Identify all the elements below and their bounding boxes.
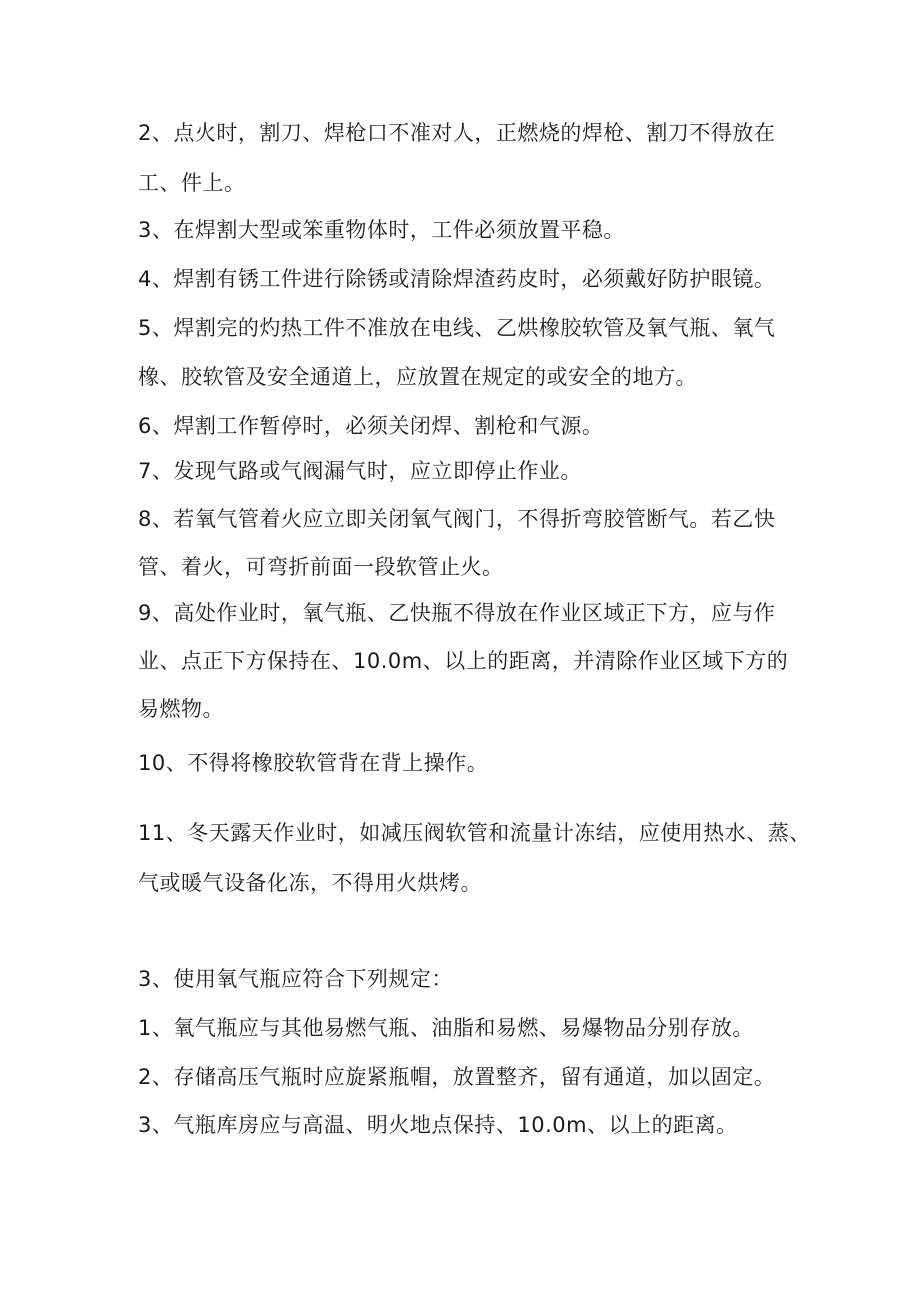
rule-2-line-2: 工、件上。 xyxy=(138,171,246,195)
section-oxygen-cylinder-heading: 3、使用氧气瓶应符合下列规定： xyxy=(138,967,453,991)
rule-5-line-1: 5、焊割完的灼热工件不准放在电线、乙烘橡胶软管及氧气瓶、氧气 xyxy=(138,316,776,340)
rule-5-line-2: 橡、胶软管及安全通道上，应放置在规定的或安全的地方。 xyxy=(138,365,697,389)
rule-8-line-1: 8、若氧气管着火应立即关闭氧气阀门，不得折弯胶管断气。若乙快 xyxy=(138,507,776,531)
oxygen-rule-3: 3、气瓶库房应与高温、明火地点保持、10.0m、以上的距离。 xyxy=(138,1113,738,1137)
oxygen-rule-2: 2、存储高压气瓶时应旋紧瓶帽，放置整齐，留有通道，加以固定。 xyxy=(138,1065,776,1089)
rule-6: 6、焊割工作暂停时，必须关闭焊、割枪和气源。 xyxy=(138,414,604,438)
rule-4: 4、焊割有锈工件进行除锈或清除焊渣药皮时，必须戴好防护眼镜。 xyxy=(138,267,776,291)
rule-11-line-2: 气或暖气设备化冻，不得用火烘烤。 xyxy=(138,871,482,895)
rule-7: 7、发现气路或气阀漏气时，应立即停止作业。 xyxy=(138,459,582,483)
rule-10: 10、不得将橡胶软管背在背上操作。 xyxy=(138,751,489,775)
oxygen-rule-1: 1、氧气瓶应与其他易燃气瓶、油脂和易燃、易爆物品分别存放。 xyxy=(138,1016,754,1040)
rule-2-line-1: 2、点火时，割刀、焊枪口不准对人，正燃烧的焊枪、割刀不得放在 xyxy=(138,121,776,145)
rule-9-line-2: 业、点正下方保持在、10.0m、以上的距离，并清除作业区域下方的 xyxy=(138,649,789,673)
rule-11-line-1: 11、冬天露天作业时，如减压阀软管和流量计冻结，应使用热水、蒸、 xyxy=(138,821,811,845)
rule-9-line-1: 9、高处作业时，氧气瓶、乙快瓶不得放在作业区域正下方，应与作 xyxy=(138,601,776,625)
rule-8-line-2: 管、着火，可弯折前面一段软管止火。 xyxy=(138,555,504,579)
rule-9-line-3: 易燃物。 xyxy=(138,697,224,721)
rule-3: 3、在焊割大型或笨重物体时，工件必须放置平稳。 xyxy=(138,218,625,242)
